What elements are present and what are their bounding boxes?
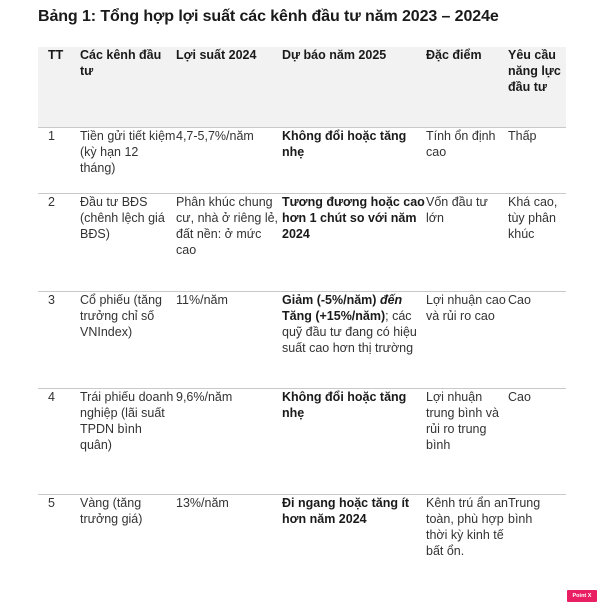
cell-feature: Vốn đầu tư lớn <box>426 195 488 225</box>
cell-requirement: Thấp <box>508 129 537 143</box>
cell-tt: 3 <box>48 293 55 307</box>
cell-yield: 4,7-5,7%/năm <box>176 129 254 143</box>
col-header-feature: Đặc điểm <box>426 48 482 62</box>
col-header-forecast: Dự báo năm 2025 <box>282 48 387 62</box>
cell-tt: 5 <box>48 496 55 510</box>
forecast-part-b: đến <box>379 293 403 307</box>
cell-requirement: Cao <box>508 390 531 404</box>
investment-yield-table <box>38 47 566 592</box>
cell-forecast: Đi ngang hoặc tăng ít hơn năm 2024 <box>282 496 410 526</box>
cell-feature: Lợi nhuận cao và rủi ro cao <box>426 293 506 323</box>
cell-channel: Cổ phiếu (tăng trưởng chỉ số VNIndex) <box>80 293 163 339</box>
cell-tt: 4 <box>48 390 55 404</box>
cell-yield: 9,6%/năm <box>176 390 233 404</box>
forecast-part-d: ; các quỹ đầu tư đang có hiệu suất cao hơn thị trường <box>282 309 417 355</box>
col-header-requirement: Yêu cầu năng lực đầu tư <box>508 48 561 94</box>
cell-forecast <box>282 292 426 389</box>
cell-channel: Tiền gửi tiết kiệm (kỳ hạn 12 tháng) <box>80 129 176 175</box>
table-row <box>38 292 566 389</box>
cell-feature: Tính ổn định cao <box>426 129 496 159</box>
table-header-row <box>38 47 566 128</box>
table-row <box>38 495 566 592</box>
cell-forecast: Tương đương hoặc cao hơn 1 chút so với năm 2024 <box>282 195 425 241</box>
cell-yield: 13%/năm <box>176 496 229 510</box>
col-header-channel: Các kênh đầu tư <box>80 48 162 78</box>
table-row <box>38 194 566 292</box>
cell-yield: Phân khúc chung cư, nhà ở riêng lẻ, đất nền: ở mức cao <box>176 195 279 257</box>
table-title: Bảng 1: Tổng hợp lợi suất các kênh đầu tư năm 2023 – 2024e <box>38 8 499 25</box>
cell-channel: Vàng (tăng trưởng giá) <box>80 496 143 526</box>
cell-forecast: Không đổi hoặc tăng nhẹ <box>282 129 407 159</box>
table-row <box>38 128 566 194</box>
cell-requirement: Trung bình <box>508 496 541 526</box>
cell-channel: Đầu tư BĐS (chênh lệch giá BĐS) <box>80 195 165 241</box>
cell-requirement: Khá cao, tùy phân khúc <box>508 195 558 241</box>
col-header-yield: Lợi suất 2024 <box>176 48 257 62</box>
forecast-part-a: Giảm (-5%/năm) <box>282 293 380 307</box>
cell-tt: 1 <box>48 129 55 143</box>
cell-yield: 11%/năm <box>176 293 228 307</box>
watermark-badge: Point X Lite <box>567 590 597 602</box>
forecast-part-c: Tăng (+15%/năm) <box>282 309 386 323</box>
cell-forecast: Không đổi hoặc tăng nhẹ <box>282 390 407 420</box>
cell-feature: Kênh trú ẩn an toàn, phù hợp thời kỳ kinh tế bất ổn. <box>426 496 509 558</box>
table-row <box>38 389 566 495</box>
cell-tt: 2 <box>48 195 55 209</box>
cell-requirement: Cao <box>508 293 531 307</box>
col-header-tt: TT <box>48 48 64 62</box>
cell-channel: Trái phiếu doanh nghiệp (lãi suất TPDN bình quân) <box>80 390 174 452</box>
cell-feature: Lợi nhuận trung bình và rủi ro trung bình <box>426 390 499 452</box>
